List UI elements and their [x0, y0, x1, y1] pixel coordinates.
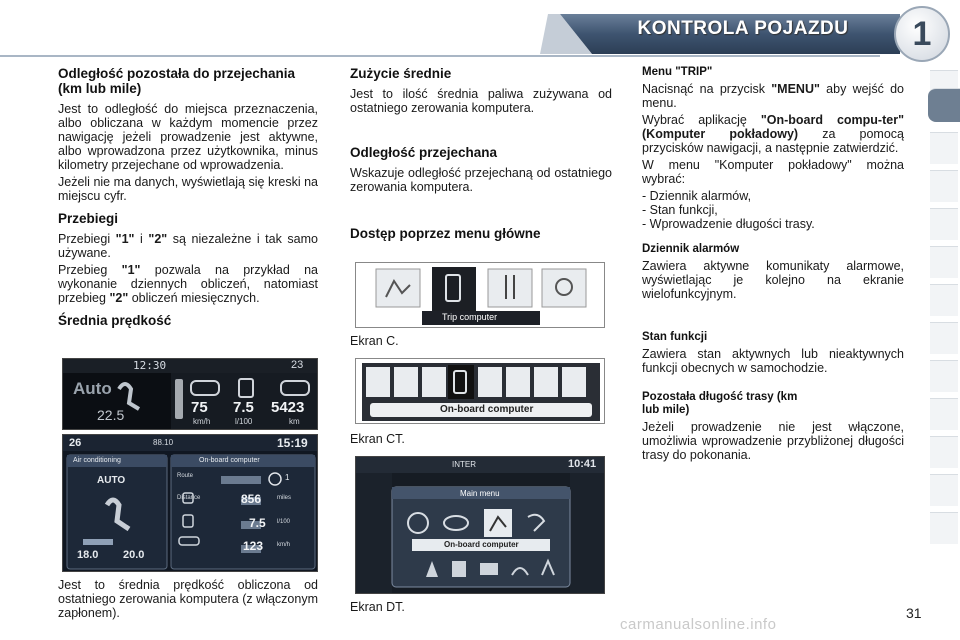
- list-item: - Wprowadzenie długości trasy.: [642, 217, 815, 231]
- text-press-menu: Nacisnąć na przycisk "MENU" aby wejść do menu.: [642, 82, 904, 110]
- screen-dt-time: 10:41: [568, 458, 597, 470]
- chapter-tab[interactable]: [930, 132, 958, 164]
- chapter-tab[interactable]: [930, 436, 958, 468]
- text-select-app: Wybrać aplikację "On-board compu-ter" (Komputer pokładowy) za pomocą przycisków nawigacji, a następnie zatwierdzić.: [642, 113, 905, 155]
- screen-dt-top-label: INTER: [452, 460, 476, 469]
- caption-screen-ct: Ekran CT.: [350, 432, 405, 446]
- screen-b-auto: AUTO: [97, 475, 126, 486]
- screen-ct: [355, 358, 605, 424]
- column-left: [58, 66, 318, 334]
- text-remaining-distance: Jest to odległość do miejsca przeznaczenia, albo obliczana w każdym momencie przez nawigację jeżeli prowadzenie jest aktywne, albo wprowadzona przez użytkownika, minus kilometry przejechane od wprowadzenia.: [58, 102, 318, 172]
- text-distance-travelled: Wskazuje odległość przejechaną od ostatniego zerowania komputera.: [350, 166, 612, 194]
- screen-b-frequency: 88.10: [153, 438, 174, 447]
- heading-trips: Przebiegi: [58, 211, 119, 226]
- screen-b-row-consumption-value: 7.5: [249, 516, 266, 530]
- list-item: - Dziennik alarmów,: [642, 189, 752, 203]
- heading-remaining-distance: Odległość pozostała do przejechania (km lub mile): [58, 66, 296, 96]
- text-function-status: Zawiera stan aktywnych lub nieaktywnych funkcji obecnych w samochodzie.: [642, 347, 904, 375]
- screen-a-auto: Auto: [73, 379, 112, 398]
- screen-a-speed: 75: [191, 399, 208, 416]
- text-trips-1: Przebiegi "1" i "2" są niezależne i tak samo używane.: [58, 232, 318, 260]
- chapter-tab[interactable]: [930, 246, 958, 278]
- text-trips-2: Przebieg "1" pozwala na przykład na wykonanie dziennych obliczeń, natomiast przebieg "2" obliczeń miesięcznych.: [58, 263, 319, 305]
- text-remaining-trip: Jeżeli prowadzenie nie jest włączone, umożliwia wprowadzenie przybliżonej długości trasy do pokonania.: [642, 420, 904, 462]
- screen-dt: [355, 456, 605, 594]
- text-menu-options: W menu "Komputer pokładowy" można wybrać:: [642, 158, 904, 186]
- column-right: [642, 66, 904, 465]
- heading-trip-menu: Menu "TRIP": [642, 66, 713, 78]
- chapter-title: KONTROLA POJAZDU: [637, 18, 849, 39]
- chapter-tab[interactable]: [930, 398, 958, 430]
- chapter-tab[interactable]: [930, 170, 958, 202]
- text-no-data: Jeżeli nie ma danych, wyświetlają się kreski na miejscu cyfr.: [58, 175, 318, 203]
- watermark: carmanualsonline.info: [620, 616, 777, 633]
- screen-a-consumption: 7.5: [233, 399, 254, 416]
- screen-b-aircon-title: Air conditioning: [73, 457, 121, 464]
- screen-b-row-distance-unit: miles: [277, 495, 292, 501]
- screen-ct-label: On-board computer: [440, 404, 534, 415]
- screen-c: [355, 262, 605, 328]
- heading-distance-travelled: Odległość przejechana: [350, 145, 498, 160]
- screen-b-outside-temp: 26: [69, 437, 82, 449]
- screen-a-time: 12:30: [133, 359, 167, 372]
- screen-b-row-distance-label: Distance: [177, 495, 201, 501]
- heading-main-menu-access: Dostęp poprzez menu główne: [350, 226, 541, 241]
- chapter-tab[interactable]: [930, 512, 958, 544]
- screen-a-range: 5423: [271, 399, 305, 416]
- screen-b-row-route-value: 1: [285, 473, 290, 482]
- screen-dt-graphics: [356, 457, 605, 594]
- page-number: 31: [906, 605, 922, 621]
- screen-a-temp-left: 22.5: [97, 407, 125, 423]
- heading-remaining-trip: Pozostała długość trasy (km lub mile): [642, 391, 798, 416]
- screen-b-computer-title: On-board computer: [199, 457, 260, 464]
- chapter-tab[interactable]: [930, 360, 958, 392]
- screen-multifunction-b: [62, 434, 318, 572]
- screen-b-temp-left: 18.0: [77, 549, 99, 561]
- screen-b-temp-right: 20.0: [123, 549, 145, 561]
- chapter-tabs: [926, 70, 960, 575]
- chapter-number: 1: [912, 15, 932, 53]
- screen-b-row-route-label: Route: [177, 473, 194, 479]
- screen-c-label: Trip computer: [442, 312, 498, 322]
- screen-dt-selected: On-board computer: [444, 540, 519, 549]
- screen-a-consumption-unit: l/100: [235, 417, 253, 426]
- heading-alert-log: Dziennik alarmów: [642, 243, 740, 255]
- screen-a-speed-unit: km/h: [193, 417, 211, 426]
- screen-b-row-consumption-unit: l/100: [277, 519, 291, 525]
- heading-function-status: Stan funkcji: [642, 331, 708, 343]
- caption-screen-c: Ekran C.: [350, 334, 399, 348]
- chapter-tab[interactable]: [930, 322, 958, 354]
- screen-dt-menu-title: Main menu: [460, 489, 500, 498]
- text-alert-log: Zawiera aktywne komunikaty alarmowe, wyświetlając je kolejno na ekranie wielofunkcyjnym.: [642, 259, 904, 301]
- list-item: - Stan funkcji,: [642, 203, 718, 217]
- text-average-speed: Jest to średnia prędkość obliczona od ostatniego zerowania komputera (z włączonym zapłonem).: [58, 578, 318, 620]
- chapter-tab[interactable]: [930, 208, 958, 240]
- screen-multifunction-a: [62, 358, 318, 430]
- column-middle: [350, 66, 612, 247]
- text-average-consumption: Jest to ilość średnia paliwa zużywana od ostatniego zerowania komputera.: [350, 87, 612, 115]
- screen-b-row-speed-value: 123: [243, 539, 264, 553]
- chapter-tab[interactable]: [930, 284, 958, 316]
- heading-average-consumption: Zużycie średnie: [350, 66, 452, 81]
- screen-a-range-unit: km: [289, 417, 300, 426]
- screen-a-temp: 23: [291, 359, 304, 371]
- chapter-tab-active[interactable]: [928, 88, 960, 122]
- menu-options-list: [642, 189, 904, 231]
- screen-b-graphics: [63, 435, 318, 572]
- chapter-tab[interactable]: [930, 474, 958, 506]
- screen-b-time: 15:19: [277, 436, 308, 450]
- page-header: [0, 0, 960, 66]
- caption-screen-dt: Ekran DT.: [350, 600, 405, 614]
- screen-b-row-distance-value: 856: [241, 492, 262, 506]
- screen-b-row-speed-unit: km/h: [277, 542, 291, 548]
- heading-average-speed: Średnia prędkość: [58, 313, 172, 328]
